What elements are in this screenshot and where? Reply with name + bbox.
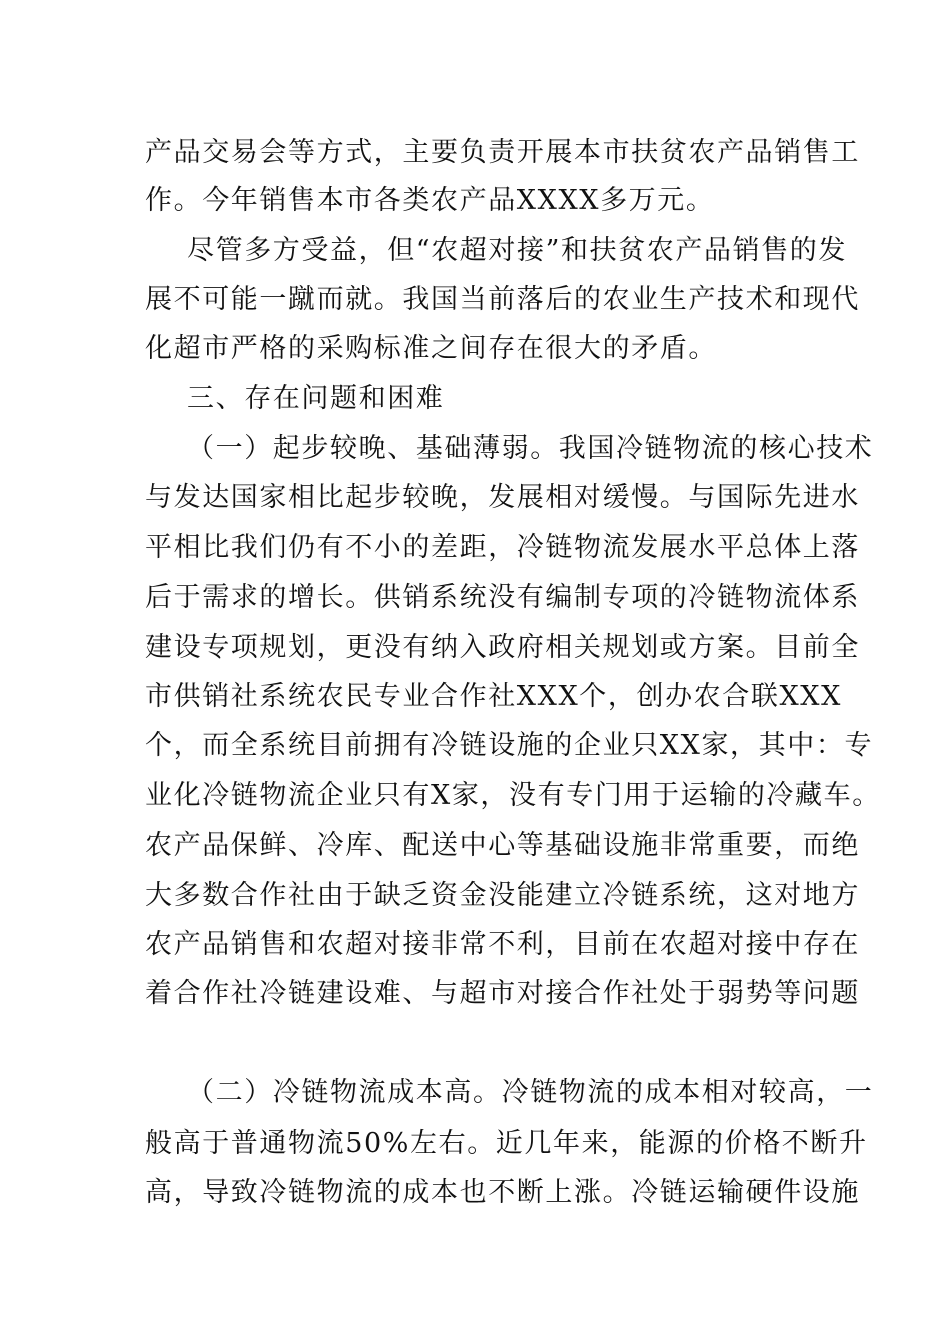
subsection-heading-line: （二）冷链物流成本高。冷链物流的成本相对较高，一 [187,1077,874,1108]
paragraph-start-line: 尽管多方受益，但“农超对接”和扶贫农产品销售的发 [187,235,848,266]
text-line: 业化冷链物流企业只有X家，没有专门用于运输的冷藏车。 [145,780,881,811]
text-line: 建设专项规划，更没有纳入政府相关规划或方案。目前全 [145,632,860,663]
text-line: 作。今年销售本市各类农产品XXXX多万元。 [145,185,715,216]
text-line: 与发达国家相比起步较晚，发展相对缓慢。与国际先进水 [145,482,860,513]
text-line: 大多数合作社由于缺乏资金没能建立冷链系统，这对地方 [145,880,860,911]
text-line: 般高于普通物流50%左右。近几年来，能源的价格不断升 [145,1128,868,1159]
text-line: 个，而全系统目前拥有冷链设施的企业只XX家，其中：专 [145,730,874,761]
text-line: 市供销社系统农民专业合作社XXX个，创办农合联XXX [145,681,842,712]
text-line: 化超市严格的采购标准之间存在很大的矛盾。 [145,333,717,364]
text-line: 着合作社冷链建设难、与超市对接合作社处于弱势等问题 [145,978,860,1009]
subsection-heading-line: （一）起步较晚、基础薄弱。我国冷链物流的核心技术 [187,433,874,464]
text-line: 农产品保鲜、冷库、配送中心等基础设施非常重要，而绝 [145,830,860,861]
text-line: 展不可能一蹴而就。我国当前落后的农业生产技术和现代 [145,284,860,315]
text-line: 后于需求的增长。供销系统没有编制专项的冷链物流体系 [145,582,860,613]
text-line: 农产品销售和农超对接非常不利，目前在农超对接中存在 [145,929,860,960]
text-line: 平相比我们仍有不小的差距，冷链物流发展水平总体上落 [145,532,860,563]
text-line: 产品交易会等方式，主要负责开展本市扶贫农产品销售工 [145,137,860,168]
section-heading: 三、存在问题和困难 [187,383,445,414]
text-line: 高，导致冷链物流的成本也不断上涨。冷链运输硬件设施 [145,1177,860,1208]
